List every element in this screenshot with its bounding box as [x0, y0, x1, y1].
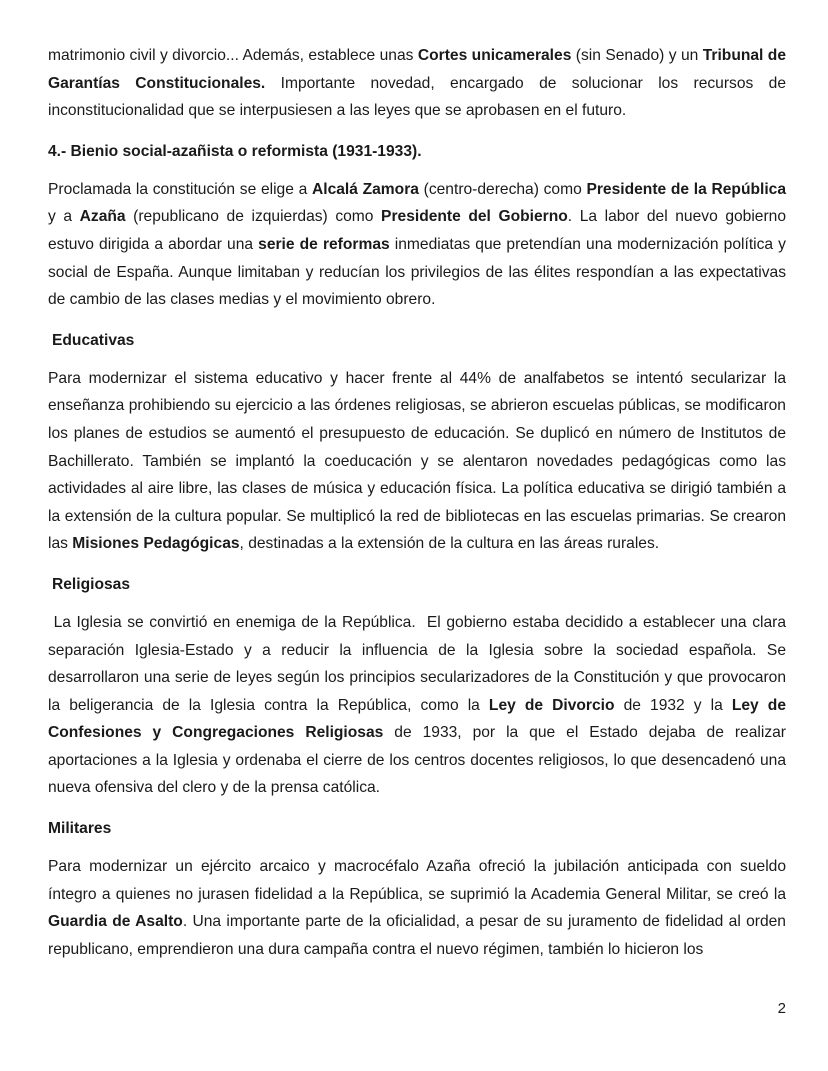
text-span: (republicano de izquierdas) como [125, 208, 382, 226]
section-heading-4: 4.- Bienio social-azañista o reformista (1931-1933). [48, 142, 422, 160]
educativas-paragraph [48, 365, 786, 558]
bold-term: Azaña [79, 208, 126, 226]
intro-paragraph [48, 42, 786, 125]
page-number: 2 [777, 1000, 786, 1017]
bold-term: serie de reformas [258, 235, 390, 253]
bold-term: Tribunal de Garantías Constitucionales. [48, 47, 787, 92]
bold-term: Cortes unicamerales [417, 47, 572, 64]
bold-term: Presidente de la República [586, 180, 787, 198]
subheading-religiosas: Religiosas [52, 575, 130, 593]
bold-term: Misiones Pedagógicas [72, 535, 240, 553]
text-span: (sin Senado) y un [571, 47, 703, 64]
text-span: de 1932 y la [614, 696, 732, 714]
bold-term: Guardia de Asalto [48, 913, 183, 931]
bold-term: Ley de Divorcio [488, 696, 615, 714]
text-span: inmediatas que pretendían una modernización política y social de España. Aunque limitaban y reducían los privilegios de las élites respondían a las expectativas de cambio de las clases medias y el movimiento obrero. [48, 235, 786, 309]
text-span: Importante novedad, encargado de solucionar los recursos de inconstitucionalidad que se interpusiesen a las leyes que se aprobasen en el futuro. [48, 74, 786, 120]
text-span: Proclamada la constitución se elige a [48, 180, 312, 198]
text-span: Para modernizar el sistema educativo y hacer frente al 44% de analfabetos se intentó secularizar la enseñanza prohibiendo su ejercicio a las órdenes religiosas, se abrieron escuelas públicas, se modificaron los planes de estudios se aumentó el presupuesto de educación. Se duplicó en número de Institutos de Bachillerato. También se implantó la coeducación y se alentaron novedades pedagógicas como las actividades al aire libre, las clases de música y educación física. La política educativa se dirigió también a la extensión de la cultura popular. Se multiplicó la red de bibliotecas en las escuelas primarias. Se crearon las [48, 369, 786, 553]
document-page [48, 42, 791, 963]
text-span: (centro-derecha) como [418, 180, 587, 198]
text-span: Para modernizar un ejército arcaico y macrocéfalo Azaña ofreció la jubilación anticipada con sueldo íntegro a quienes no jurasen fidelidad a la República, se suprimió la Academia General Militar, se creó la [48, 858, 786, 903]
religiosas-paragraph [48, 609, 791, 802]
bold-term: Alcalá Zamora [311, 180, 419, 198]
bold-term: Ley de Confesiones y Congregaciones Religiosas [48, 696, 791, 742]
text-span: , destinadas a la extensión de la cultura en las áreas rurales. [239, 535, 660, 553]
section-4-paragraph [48, 176, 786, 314]
subheading-militares: Militares [48, 820, 112, 838]
text-span: matrimonio civil y divorcio... Además, establece unas [48, 47, 418, 64]
subheading-educativas: Educativas [52, 331, 135, 349]
text-span: de 1933, por la que el Estado dejaba de realizar aportaciones a la Iglesia y ordenaba el cierre de los centros docentes religiosos, lo que desencadenó una nueva ofensiva del clero y de la prensa católica. [48, 724, 791, 797]
text-span: . La labor del nuevo gobierno estuvo dirigida a abordar una [48, 208, 787, 253]
militares-paragraph [48, 853, 786, 963]
text-span: y a [48, 208, 80, 226]
text-span: . Una importante parte de la oficialidad, a pesar de su juramento de fidelidad al orden republicano, emprendieron una dura campaña contra el nuevo régimen, también lo hicieron los [48, 913, 786, 958]
text-span: La Iglesia se convirtió en enemiga de la República. El gobierno estaba decidido a establecer una clara separación Iglesia-Estado y a reducir la influencia de la Iglesia sobre la sociedad española. Se desarrollaron una serie de leyes según los principios secularizadores de la Constitución y que provocaron la beligerancia de la Iglesia contra la República, como la [48, 613, 791, 714]
bold-term: Presidente del Gobierno [381, 208, 568, 226]
